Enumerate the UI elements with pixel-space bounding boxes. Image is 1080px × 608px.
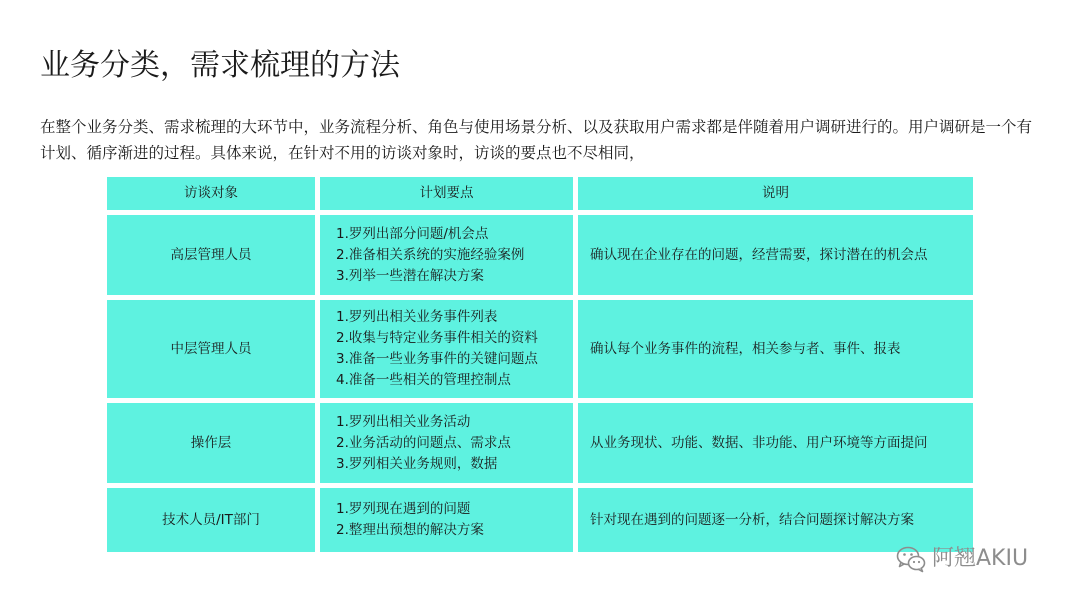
interview-table xyxy=(107,177,973,552)
plan-point: 1.罗列出相关业务事件列表 xyxy=(336,309,498,325)
plan-point: 2.收集与特定业务事件相关的资料 xyxy=(336,330,538,346)
header-plan-points: 计划要点 xyxy=(320,177,573,210)
row-2-note: 确认每个业务事件的流程，相关参与者、事件、报表 xyxy=(578,300,973,398)
wechat-icon xyxy=(896,545,926,573)
row-1-points xyxy=(320,215,573,295)
row-4-role: 技术人员/IT部门 xyxy=(107,488,315,552)
header-interviewee: 访谈对象 xyxy=(107,177,315,210)
watermark xyxy=(896,545,1028,573)
row-2-role: 中层管理人员 xyxy=(107,300,315,398)
plan-point: 2.准备相关系统的实施经验案例 xyxy=(336,246,525,263)
row-4-note: 针对现在遇到的问题逐一分析，结合问题探讨解决方案 xyxy=(578,488,973,552)
plan-point: 2.业务活动的问题点、需求点 xyxy=(336,434,511,451)
row-3-points xyxy=(320,403,573,483)
row-3-note: 从业务现状、功能、数据、非功能、用户环境等方面提问 xyxy=(578,403,973,483)
row-1-note: 确认现在企业存在的问题，经营需要，探讨潜在的机会点 xyxy=(578,215,973,295)
plan-point: 1.罗列出相关业务活动 xyxy=(336,413,471,430)
plan-point: 3.列举一些潜在解决方案 xyxy=(336,267,484,284)
row-3-role: 操作层 xyxy=(107,403,315,483)
intro-paragraph: 在整个业务分类、需求梳理的大环节中，业务流程分析、角色与使用场景分析、以及获取用户需求都是伴随着用户调研进行的。用户调研是一个有计划、循序渐进的过程。具体来说，在针对不用的访谈对象时，访谈的要点也不尽相同， xyxy=(40,118,1033,162)
plan-point: 3.罗列相关业务规则，数据 xyxy=(336,455,498,472)
plan-point: 4.准备一些相关的管理控制点 xyxy=(336,372,511,388)
page-title: 业务分类，需求梳理的方法 xyxy=(40,48,400,83)
header-notes: 说明 xyxy=(578,177,973,210)
plan-point: 1.罗列出部分问题/机会点 xyxy=(336,225,489,242)
plan-point: 1.罗列现在遇到的问题 xyxy=(336,501,471,517)
row-1-role: 高层管理人员 xyxy=(107,215,315,295)
row-2-points xyxy=(320,300,573,398)
plan-point: 3.准备一些业务事件的关键问题点 xyxy=(336,351,538,367)
row-4-points xyxy=(320,488,573,552)
plan-point: 2.整理出预想的解决方案 xyxy=(336,522,484,538)
watermark-text: 阿翘AKIU xyxy=(932,546,1029,571)
